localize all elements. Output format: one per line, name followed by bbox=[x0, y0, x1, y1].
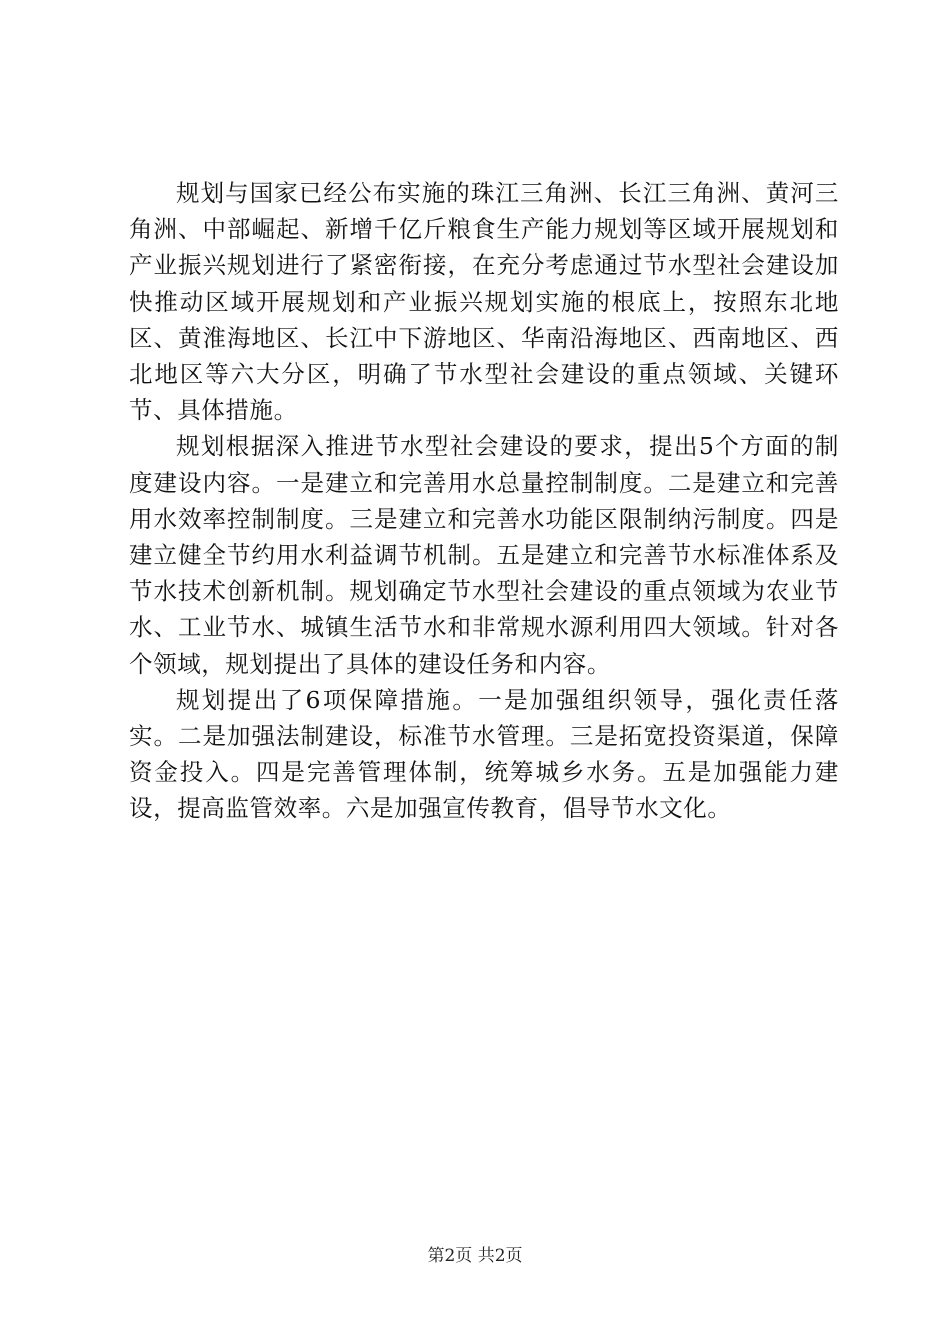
paragraph-regional-planning: 规划与国家已经公布实施的珠江三角洲、长江三角洲、黄河三角洲、中部崛起、新增千亿斤粮食生产能力规划等区域开展规划和产业振兴规划进行了紧密衔接，在充分考虑通过节水型社会建设加快推动区域开展规划和产业振兴规划实施的根底上，按照东北地区、黄淮海地区、长江中下游地区、华南沿海地区、西南地区、西北地区等六大分区，明确了节水型社会建设的重点领域、关键环节、具体措施。 bbox=[129, 179, 839, 425]
paragraph-safeguard-measures: 规划提出了6项保障措施。一是加强组织领导，强化责任落实。二是加强法制建设，标准节水管理。三是拓宽投资渠道，保障资金投入。四是完善管理体制，统筹城乡水务。五是加强能力建设，提高监管效率。六是加强宣传教育，倡导节水文化。 bbox=[129, 685, 839, 823]
page-footer: 第2页 共2页 bbox=[427, 1246, 523, 1266]
body-text bbox=[129, 175, 839, 827]
paragraph-institutional-construction: 规划根据深入推进节水型社会建设的要求，提出5个方面的制度建设内容。一是建立和完善用水总量控制制度。二是建立和完善用水效率控制制度。三是建立和完善水功能区限制纳污制度。四是建立健全节约用水利益调节机制。五是建立和完善节水标准体系及节水技术创新机制。规划确定节水型社会建设的重点领域为农业节水、工业节水、城镇生活节水和非常规水源利用四大领域。针对各个领域，规划提出了具体的建设任务和内容。 bbox=[129, 432, 839, 678]
